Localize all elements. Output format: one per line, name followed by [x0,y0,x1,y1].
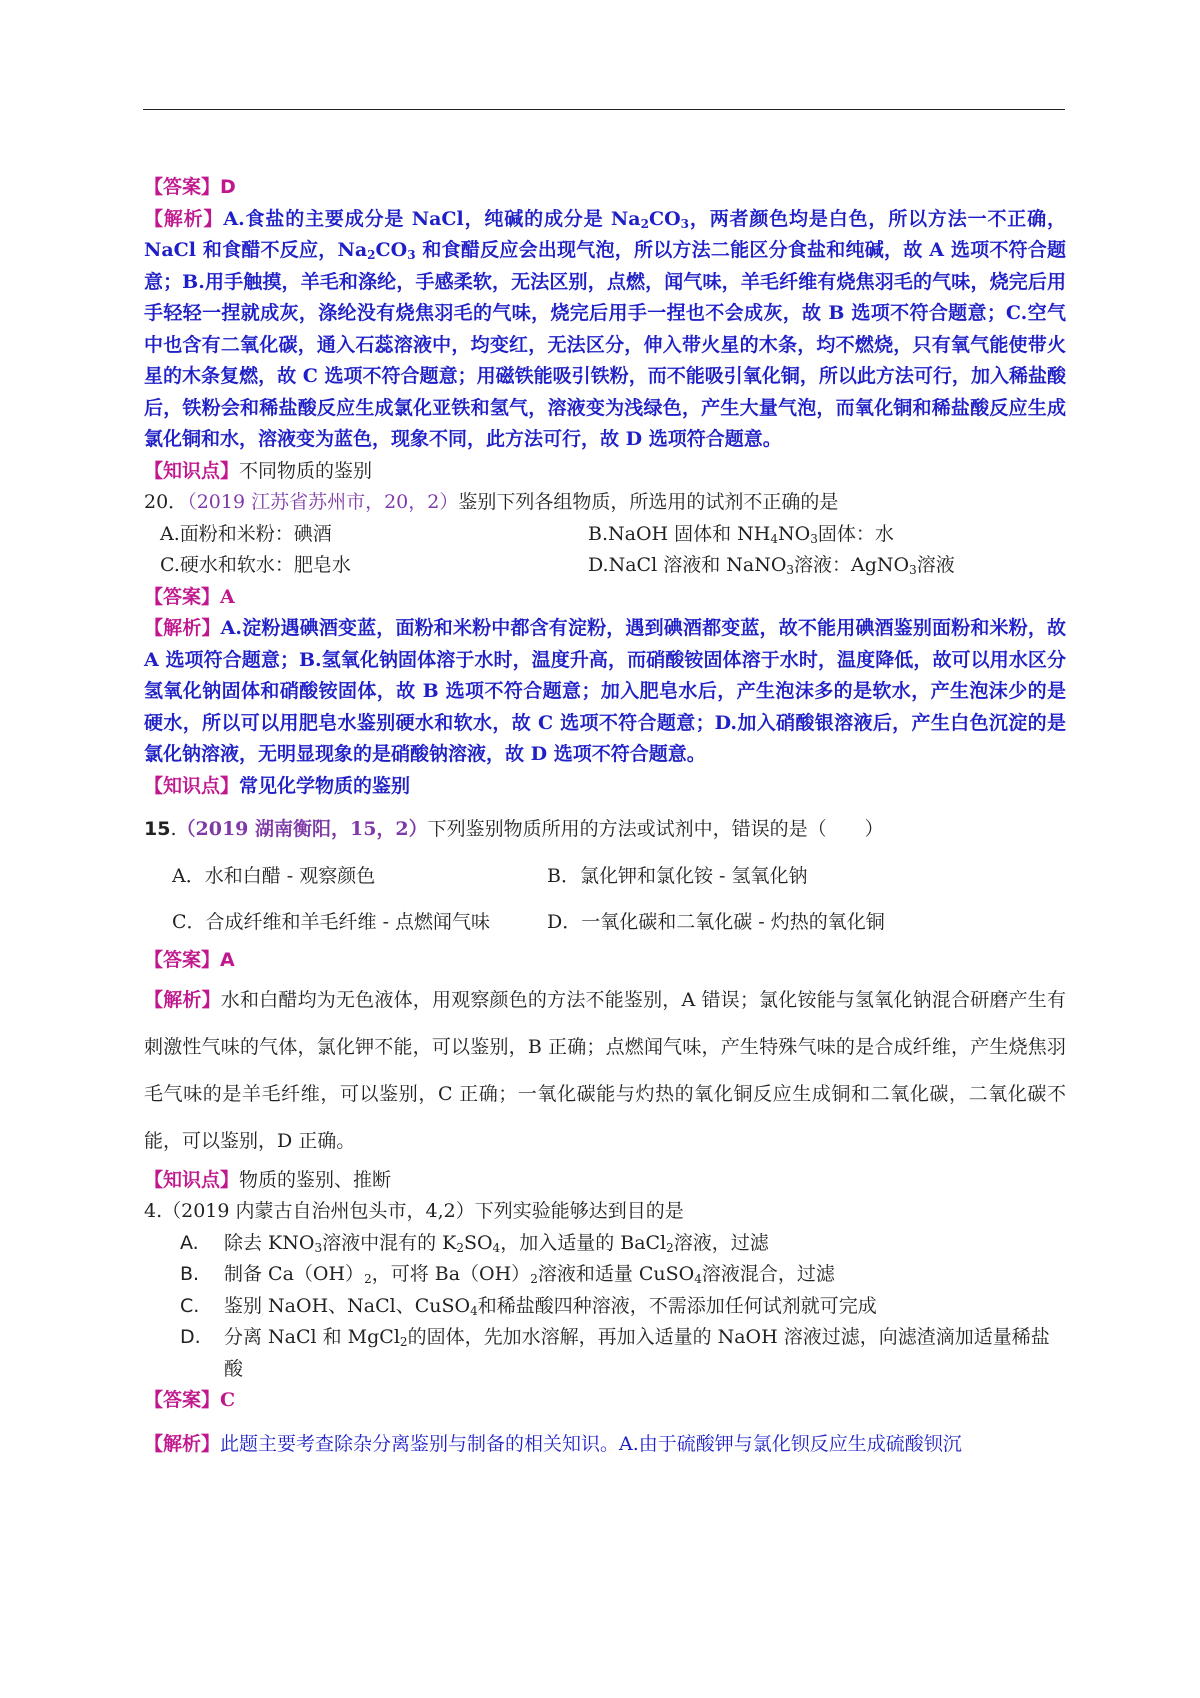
q15-answer: 【答案】A [144,949,235,971]
header-rule [143,109,1065,110]
q20-stem: 20．（2019 江苏省苏州市，20，2）鉴别下列各组物质，所选用的试剂不正确的是 [144,491,839,513]
q15-options-row-1 [144,853,1066,899]
q15-analysis: 【解析】水和白醋均为无色液体，用观察颜色的方法不能鉴别，A 错误；氯化铵能与氢氧化钠混合研磨产生有刺激性气味的气体，氯化钾不能，可以鉴别，B 正确；点燃闻气味，产生特殊气味的是合成纤维，产生烧焦羽毛气味的是羊毛纤维，可以鉴别，C 正确；一氧化碳能与灼热的氧化铜反应生成铜和二氧化碳，二氧化碳不能，可以鉴别，D 正确。 [144,988,1066,1152]
q4-option-d: D. 分离 NaCl 和 MgCl$_2$的固体，先加水溶解，再加入适量的 NaOH 溶液过滤，向滤渣滴加适量稀盐酸 [180,1326,1050,1380]
q20-option-b: B.NaOH 固体和 $NH_4NO_3$固体：水 [588,522,894,546]
q20-options-row-2 [144,550,1066,582]
q20-knowledge: 【知识点】常见化学物质的鉴别 [144,774,411,797]
q20-option-d: D.NaCl 溶液和 NaNO$_3$溶液：AgNO$_3$溶液 [588,554,955,577]
q20-analysis: 【解析】A.淀粉遇碘酒变蓝，面粉和米粉中都含有淀粉，遇到碘酒都变蓝，故不能用碘酒鉴别面粉和米粉，故 A 选项符合题意；B.氢氧化钠固体溶于水时，温度升高，而硝酸铵固体溶于水时，温度降低，故可以用水区分氢氧化钠固体和硝酸铵固体，故 B 选项不符合题意；加入肥皂水后，产生泡沫多的是软水，产生泡沫少的是硬水，所以可以用肥皂水鉴别硬水和软水，故 C 选项不符合题意；D.加入硝酸银溶液后，产生白色沉淀的是氯化钠溶液，无明显现象的是硝酸钠溶液，故 D 选项不符合题意。 [144,617,1066,765]
q4-option-c: C. 鉴别 NaOH、NaCl、CuSO$_4$和稀盐酸四种溶液，不需添加任何试剂就可完成 [180,1294,877,1318]
q4-option-a: A. 除去 $KNO_3$溶液中混有的 $K_2SO_4$，加入适量的 BaCl$_2$溶液，过滤 [180,1231,769,1255]
q15-knowledge: 【知识点】物质的鉴别、推断 [144,1168,392,1191]
q19-analysis: 【解析】A.食盐的主要成分是 NaCl，纯碱的成分是 $Na_2CO_3$，两者颜色均是白色，所以方法一不正确，NaCl 和食醋不反应，$Na_2CO_3$ 和食醋反应会出现气泡，所以方法二能区分食盐和纯碱，故 A 选项不符合题意；B.用手触摸，羊毛和涤纶，手感柔软，无法区别，点燃，闻气味，羊毛纤维有烧焦羽毛的气味，烧完后用手轻轻一捏就成灰，涤纶没有烧焦羽毛的气味，烧完后用手一捏也不会成灰，故 B 选项不符合题意；C.空气中也含有二氧化碳，通入石蕊溶液中，均变红，无法区分，伸入带火星的木条，均不燃烧，只有氧气能使带火星的木条复燃，故 C 选项不符合题意；用磁铁能吸引铁粉，而不能吸引氧化铜，所以此方法可行，加入稀盐酸后，铁粉会和稀盐酸反应生成氯化亚铁和氢气，溶液变为浅绿色，产生大量气泡，而氧化铜和稀盐酸反应生成氯化铜和水，溶液变为蓝色，现象不同，此方法可行，故 D 选项符合题意。 [144,207,1067,450]
q15-option-b: B．氯化钾和氯化铵 - 氢氧化钠 [547,865,808,887]
q20-options-row-1 [144,519,1066,551]
q4-option-b: B. 制备 $Ca(OH)_2$，可将 $Ba(OH)_2$溶液和适量 CuSO$_4$溶液混合，过滤 [180,1263,835,1286]
q20-answer: 【答案】A [144,585,235,608]
q4-analysis: 【解析】此题主要考查除杂分离鉴别与制备的相关知识。A.由于硫酸钾与氯化钡反应生成硫酸钡沉 [144,1432,962,1455]
q19-answer: 【答案】D [144,176,236,198]
q15-stem: 15.（2019 湖南衡阳，15，2）下列鉴别物质所用的方法或试剂中，错误的是（ ） [144,818,884,840]
q19-knowledge: 【知识点】不同物质的鉴别 [144,459,373,482]
q15-option-a: A．水和白醋 - 观察颜色 [172,865,376,887]
q4-options [144,1228,1066,1386]
q20-option-c: C.硬水和软水：肥皂水 [160,554,351,576]
q20-option-a: A.面粉和米粉：碘酒 [160,522,332,545]
q4-stem: 4.（2019 内蒙古自治州包头市，4,2）下列实验能够达到目的是 [144,1200,684,1222]
document-content [144,172,1066,1460]
q15-option-c: C．合成纤维和羊毛纤维 - 点燃闻气味 [172,911,491,933]
q15-options-row-2 [144,899,1066,945]
q4-answer: 【答案】C [144,1389,236,1411]
q15-option-d: D．一氧化碳和二氧化碳 - 灼热的氧化铜 [547,911,885,933]
